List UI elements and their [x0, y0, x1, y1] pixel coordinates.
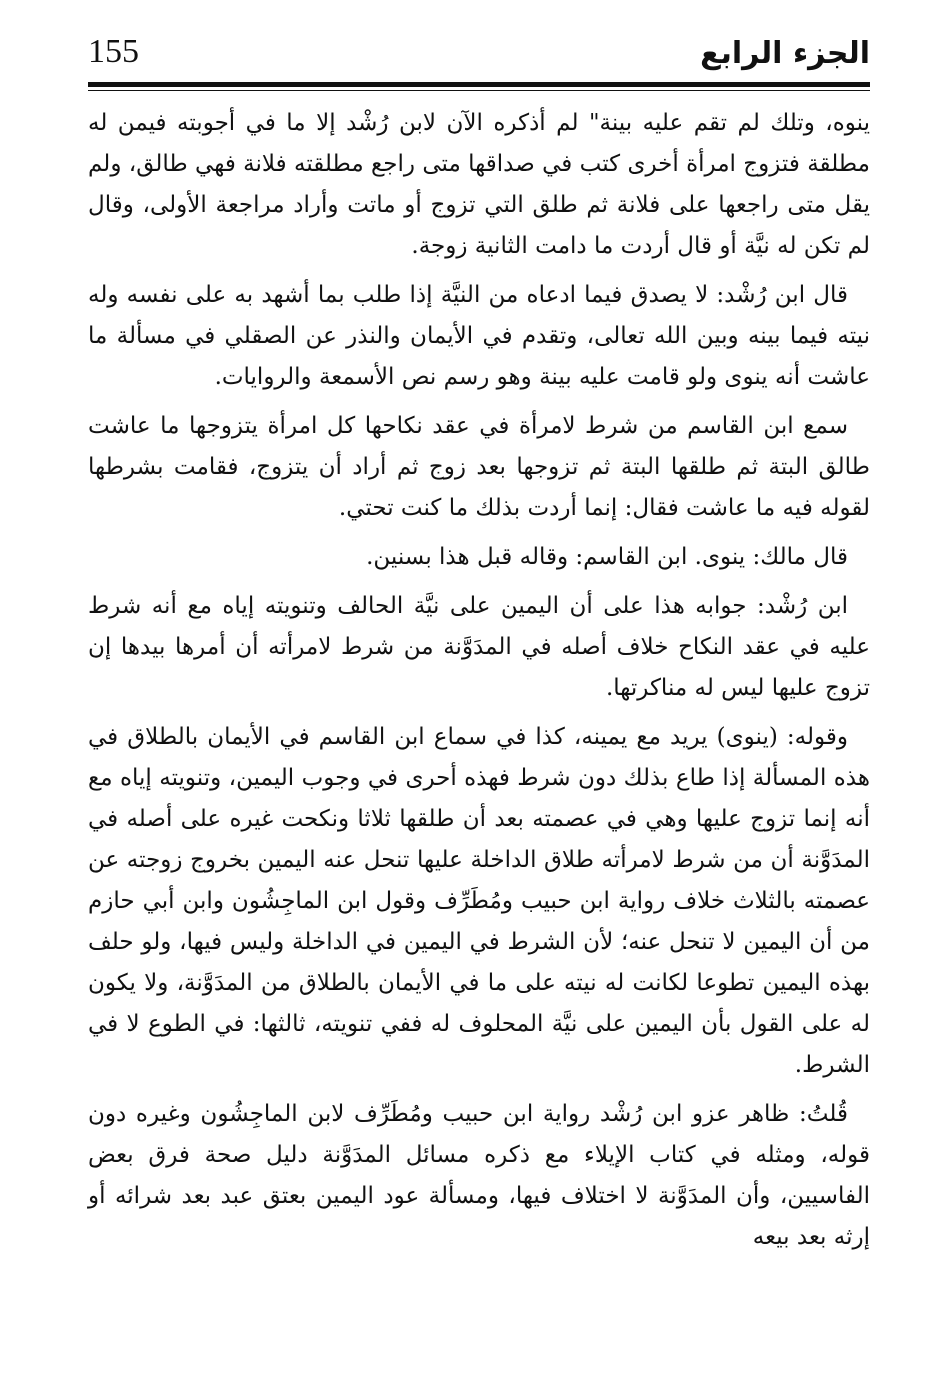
paragraph-7: قُلتُ: ظاهر عزو ابن رُشْد رواية ابن حبيب ومُطَرِّف لابن الماجِشُون وغيره دون قوله، ومثله في كتاب الإيلاء مع ذكره مسائل المدَوَّنة دليل صحة فرق بعض الفاسيين، وأن المدَوَّنة لا اختلاف فيها، ومسألة عود اليمين بعتق عبد بعد شرائه أو إرثه بعد بيعه: [88, 1101, 870, 1250]
header-rule-thick: [88, 82, 870, 87]
paragraph-6: وقوله: (ينوى) يريد مع يمينه، كذا في سماع ابن القاسم في الأيمان بالطلاق في هذه المسألة إذا طاع بذلك دون شرط فهذه أحرى في وجوب اليمين، وتنويته إياه مع أنه إنما تزوج عليها وهي في عصمته بعد أن طلقها ثلاثا ونكحت غيره على أصله في المدَوَّنة أن من شرط لامرأته طلاق الداخلة عليها تنحل عنه اليمين بخروج زوجته عن عصمته بالثلاث خلاف رواية ابن حبيب ومُطَرِّف وقول ابن الماجِشُون وابن أبي حازم من أن اليمين لا تنحل عنه؛ لأن الشرط في اليمين في الداخلة وليس فيها، ولو حلف بهذه اليمين تطوعا لكانت له نيته على ما في الأيمان بالطلاق من المدَوَّنة، ولا يكون له على القول بأن اليمين على نيَّة المحلوف له ففي تنويته، ثالثها: في الطوع لا في الشرط.: [88, 724, 870, 1078]
running-title: الجزء الرابع: [700, 36, 870, 71]
paragraph-2: قال ابن رُشْد: لا يصدق فيما ادعاه من النيَّة إذا طلب بما أشهد به على نفسه وله نيته فيما بينه وبين الله تعالى، وتقدم في الأيمان والنذر عن الصقلي في مسألة ما عاشت أنه ينوى ولو قامت عليه بينة وهو رسم نص الأسمعة والروايات.: [88, 282, 870, 390]
paragraph-5: ابن رُشْد: جوابه هذا على أن اليمين على نيَّة الحالف وتنويته إياه مع أنه شرط عليه في عقد النكاح خلاف أصله في المدَوَّنة من شرط لامرأته أن أمرها بيدها إن تزوج عليها ليس له مناكرتها.: [88, 593, 870, 701]
book-page: [88, 30, 870, 1370]
header-rule-thin: [88, 90, 870, 91]
page-header: [88, 30, 870, 82]
page-number: 155: [88, 33, 139, 70]
body-text: [88, 103, 870, 1258]
paragraph-1: ينوه، وتلك لم تقم عليه بينة" لم أذكره الآن لابن رُشْد إلا ما في أجوبته فيمن له مطلقة فتزوج امرأة أخرى كتب في صداقها متى راجع مطلقته فلانة فهي طالق، ولم يقل متى راجعها على فلانة ثم طلق التي تزوج أو ماتت وأراد مراجعة الأولى، وقال لم تكن له نيَّة أو قال أردت ما دامت الثانية زوجة.: [88, 110, 870, 259]
paragraph-3: سمع ابن القاسم من شرط لامرأة في عقد نكاحها كل امرأة يتزوجها ما عاشت طالق البتة ثم طلقها البتة ثم تزوجها بعد زوج ثم أراد أن يتزوج، فقامت بشرطها لقوله فيه ما عاشت فقال: إنما أردت بذلك ما كنت تحتي.: [88, 413, 870, 521]
paragraph-4: قال مالك: ينوى. ابن القاسم: وقاله قبل هذا بسنين.: [366, 544, 848, 570]
